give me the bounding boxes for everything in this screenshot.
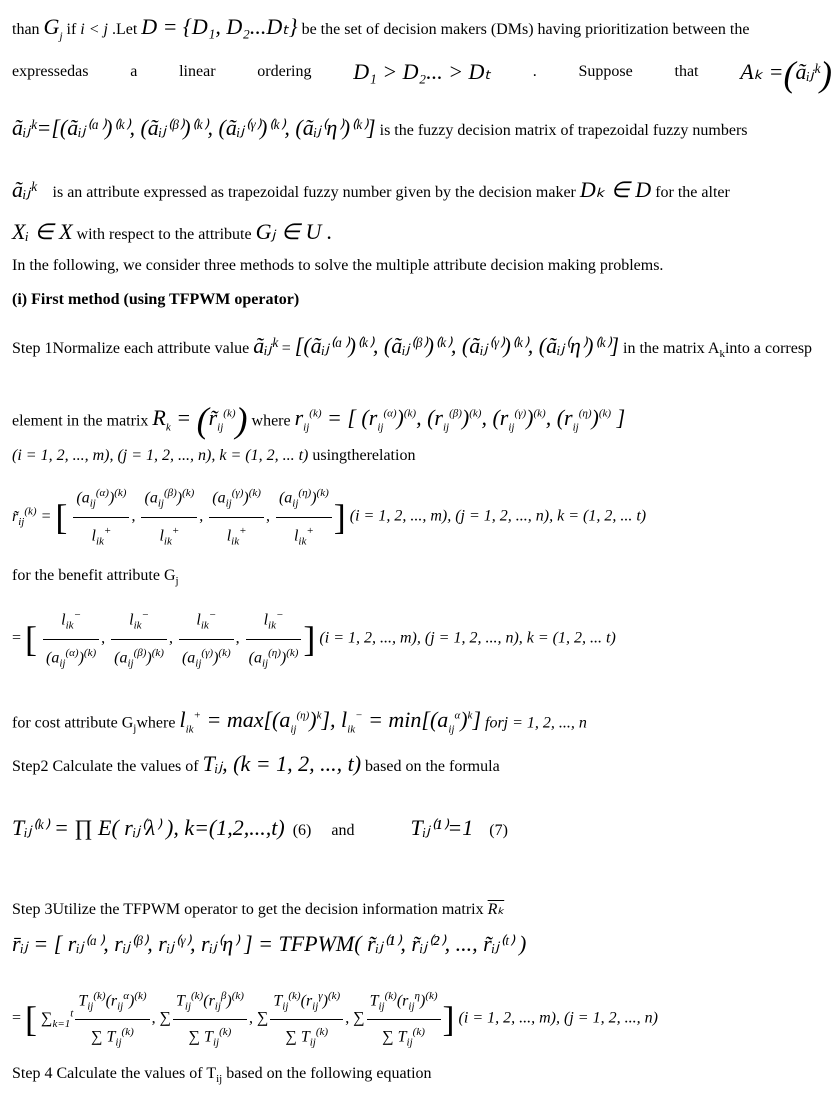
formula-aij-k: ãᵢⱼᵏ=[(ãᵢⱼ⁽ᵅ⁾)⁽ᵏ⁾, (ãᵢⱼ⁽ᵝ⁾)⁽ᵏ⁾, (ãᵢⱼ⁽ᵞ⁾)⁽ᵏ⁾, (ãᵢⱼ⁽η⁾)⁽ᵏ⁾] [12,115,376,140]
equation-number-6: (6) [292,822,312,839]
text: .Let [111,21,138,38]
formula-tij-range: Tᵢⱼ, (k = 1, 2, ..., t) [202,751,362,776]
text: is the fuzzy decision matrix of trapezoidal fuzzy numbers [379,122,748,139]
formula-6-7 [12,815,508,841]
formula-ordering: D₁ > D₂... > Dₜ [353,59,491,84]
text: ordering [257,63,312,80]
text-line-1 [12,14,750,46]
text: where [251,412,291,430]
formula-index-range: (i = 1, 2, ..., m), (j = 1, 2, ..., n), k = (1, 2, ... t) [319,629,616,647]
text: be the set of decision makers (DMs) having prioritization between the [301,21,750,38]
benefit-formula: $r̃_{ij}^{(k)}$ = [ $\frac{(a_{ij}^{(\alpha)})^{(k)}}{l_{ik}^+}$ , $\frac{(a_{ij}^{(\beta)})^{(k)}}{l_{ik}^+}$ , $\frac{(a_{ij}^{(\gamma)})^{(k)}}{l_{ik}^+}$ , $\frac{(a_{ij}^{(\eta)})^{(k)}}{l_{ik}^+}$ ] (i = 1, 2, ..., m), (j = 1, 2, ..., n), k = (1, 2, ... t) [12,480,646,554]
sum-formula: = [ $\sum_{k=1}^t$ $\frac{T_{ij}^{(k)}(r_{ij}^\alpha)^{(k)}}{\sum T_{ij}^{(k)}}$ , ∑ $\frac{T_{ij}^{(k)}(r_{ij}^\beta)^{(k)}}{\sum T_{ij}^{(k)}}$ , ∑ $\frac{T_{ij}^{(k)}(r_{ij}^\gamma)^{(k)}}{\sum T_{ij}^{(k)}}$ , ∑ $\frac{T_{ij}^{(k)}(r_{ij}^\eta)^{(k)}}{\sum T_{ij}^{(k)}}$ ] (i = 1, 2, ..., m), (j = 1, 2, ..., n) [12,984,658,1054]
text: in the matrix A [623,340,720,357]
tfpwm-line [12,931,527,957]
text: and [331,822,355,839]
text: into a corresp [724,340,813,357]
text: Step 1Normalize each attribute value [12,340,250,357]
text: is an attribute expressed as trapezoidal fuzzy number given by the decision maker [52,184,576,201]
formula-aij: ãᵢⱼᵏ [253,333,278,358]
text: that [674,63,699,80]
subscript: ij [216,1073,223,1086]
text: Step2 Calculate the values of [12,758,199,775]
formula-aij: ãᵢⱼᵏ [12,177,37,202]
formula-tfpwm: r̄ᵢⱼ = [ rᵢⱼ⁽ᵅ⁾, rᵢⱼ⁽ᵝ⁾, rᵢⱼ⁽ᵞ⁾, rᵢⱼ⁽η⁾ ] = TFPWM( r̃ᵢⱼ⁽¹⁾, r̃ᵢⱼ⁽²⁾, ..., r̃ᵢⱼ⁽ᵗ⁾ ) [12,931,527,956]
text-line-4 [12,177,730,203]
formula-ak: Aₖ =(ãᵢⱼᵏ) [740,53,832,94]
text: for cost attribute G [12,714,134,732]
formula-r-bar: $\overline{R_k}$ [487,901,505,918]
text: based on the formula [365,758,500,775]
text: a [130,63,138,80]
formula-t: Tᵢⱼ⁽ᵏ⁾ = ∏ E( rᵢⱼ⁽λ⁾ ), k=(1,2,...,t) [12,815,285,840]
text-line-2: expressedas a linear ordering D₁ > D₂... > Dₜ . Suppose that Aₖ =(ãᵢⱼᵏ) [12,53,832,94]
formula-rk: $R_k$ = $(r̃_{ij}^{(k)})$ [152,400,248,441]
text-line-5 [12,219,333,245]
text: based on the following equation [226,1065,432,1082]
text-line-3 [12,115,748,141]
formula-r-full: $r_{ij}^{(k)}$ = [ $(r_{ij}^{(\alpha)})^{(k)}$, $(r_{ij}^{(\beta)})^{(k)}$, $(r_{ij}^{(\gamma)})^{(k)}$, $(r_{ij}^{(\eta)})^{(k)}$ ] [294,405,626,434]
index-line [12,446,415,466]
formula-dm-set: D = {D₁, D₂...Dₜ} [141,14,298,39]
formula-gj: $G_j$ [43,14,63,43]
text: usingtherelation [312,447,416,464]
formula-aij-full: [(ãᵢⱼ⁽ᵅ⁾)⁽ᵏ⁾, (ãᵢⱼ⁽ᵝ⁾)⁽ᵏ⁾, (ãᵢⱼ⁽ᵞ⁾)⁽ᵏ⁾, (ãᵢⱼ⁽η⁾)⁽ᵏ⁾] [294,333,620,358]
step-2 [12,751,500,777]
text: with respect to the attribute [76,226,252,243]
text: for the alter [655,184,730,201]
text: than [12,21,40,38]
text-line-6: In the following, we consider three methods to solve the multiple attribute decision making problems. [12,257,664,274]
text: for the benefit attribute G [12,567,176,584]
formula-xi: Xᵢ ∈ X [12,219,73,244]
benefit-text: for the benefit attribute $G_j$ [12,567,179,588]
text: Step 4 Calculate the values of T [12,1065,217,1082]
text: expressedas [12,63,89,80]
text: if [66,21,77,38]
section-heading: (i) First method (using TFPWM operator) [12,291,300,308]
formula-dk: Dₖ ∈ D [579,177,652,202]
step-3 [12,900,504,920]
cost-text: for cost attribute $G_jwhere$ $l_{ik}^+ = \max[(a_{ij}^{(\eta)})^k]$, $l_{ik}^- = \min[(a_{ij}^\alpha)^k]$ forj = 1, 2, ..., n [12,707,587,736]
formula-index-range: (i = 1, 2, ..., m), (j = 1, 2, ..., n), k = (1, 2, ... t) [349,507,647,525]
formula-gj-u: Gⱼ ∈ U . [255,219,333,244]
text: Suppose [578,63,633,80]
formula-condition: i < j [80,21,108,38]
text: element in the matrix [12,412,149,430]
text: linear [179,63,216,80]
step-4 [12,1064,432,1089]
element-line [12,400,626,441]
equation-number-7: (7) [489,822,508,839]
text: Step 3Utilize the TFPWM operator to get the decision information matrix [12,901,484,918]
step-1: Step 1Normalize each attribute value ãᵢⱼᵏ = [(ãᵢⱼ⁽ᵅ⁾)⁽ᵏ⁾, (ãᵢⱼ⁽ᵝ⁾)⁽ᵏ⁾, (ãᵢⱼ⁽ᵞ⁾)⁽ᵏ⁾, (ãᵢⱼ⁽η⁾)⁽ᵏ⁾] in the matrix $A_kinto$ a corresp [12,333,813,361]
cost-formula: = [ $\frac{l_{ik}^-}{(a_{ij}^{(\alpha)})^{(k)}}$ , $\frac{l_{ik}^-}{(a_{ij}^{(\beta)})^{(k)}}$ , $\frac{l_{ik}^-}{(a_{ij}^{(\gamma)})^{(k)}}$ , $\frac{l_{ik}^-}{(a_{ij}^{(\eta)})^{(k)}}$ ] (i = 1, 2, ..., m), (j = 1, 2, ..., n), k = (1, 2, ... t) [12,602,616,676]
formula-index-range: (i = 1, 2, ..., m), (j = 1, 2, ..., n), k = (1, 2, ... t) [12,447,309,464]
text: where [136,714,176,732]
formula-t-one: Tᵢⱼ⁽¹⁾=1 [410,815,474,840]
formula-for-j: forj = 1, 2, ..., n [485,714,587,732]
